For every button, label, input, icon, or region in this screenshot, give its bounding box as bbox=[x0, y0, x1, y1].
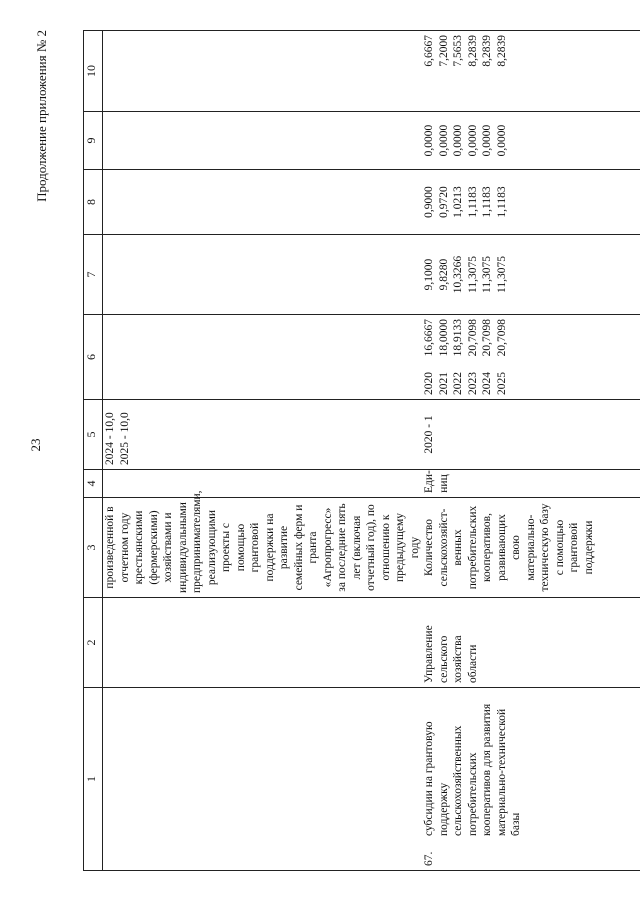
column-header-3: 3 bbox=[84, 498, 103, 598]
year-value: 2021 bbox=[437, 372, 450, 395]
year-value: 2025 bbox=[495, 372, 508, 395]
col7-value: 11,3075 bbox=[495, 256, 508, 293]
table-row-67 bbox=[422, 31, 640, 871]
col6-value: 20,7098 bbox=[481, 319, 493, 357]
column-header-6: 6 bbox=[84, 315, 103, 400]
column-header-7: 7 bbox=[84, 235, 103, 315]
col9-value: 0,0000 bbox=[423, 124, 435, 157]
column-number-row bbox=[84, 31, 103, 871]
col10-value: 6,6667 bbox=[423, 35, 435, 67]
col6-value-list bbox=[422, 319, 509, 356]
indicator-continuation-text: произведенной в отчетном году крестьянскими (фермерскими) хозяйствами и индивидуальными предпринимателями, реализующими проекты с помощью грантовой поддержки на развитие семейных ферм и гранта «Агропрогресс» за последние пять лет (включая отчетный год), по отношению к предыдущему году bbox=[104, 490, 421, 593]
col6-value: 20,7098 bbox=[466, 319, 479, 357]
column-header-10: 10 bbox=[84, 31, 103, 112]
col8-value: 1,0213 bbox=[452, 186, 464, 218]
column-header-9: 9 bbox=[84, 112, 103, 170]
column-header-1: 1 bbox=[84, 688, 103, 871]
col8-value: 0,9720 bbox=[437, 186, 450, 218]
col9-value: 0,0000 bbox=[466, 124, 479, 157]
year-value: 2020 bbox=[423, 372, 435, 395]
col7-value: 11,3075 bbox=[481, 256, 493, 293]
period-target: 2025 - 10,0 bbox=[118, 412, 131, 465]
col8-value: 0,9000 bbox=[423, 186, 435, 218]
unit-of-measure: Еди-ниц bbox=[423, 470, 450, 493]
col6-value: 16,6667 bbox=[423, 319, 435, 357]
measure-name: субсидии на грантовую поддержку сельскохозяйственных потребительских кооперативов для развития материально-технической базы bbox=[423, 703, 522, 836]
col7-value: 11,3075 bbox=[466, 256, 479, 293]
col9-value: 0,0000 bbox=[437, 124, 450, 157]
col10-value: 8,2839 bbox=[481, 35, 493, 67]
col6-value: 18,9133 bbox=[452, 319, 464, 357]
col10-value-list bbox=[422, 35, 509, 107]
column-header-4: 4 bbox=[84, 470, 103, 498]
indicator-name: Количество сельскохозяйст-венных потребительских кооперативов, развивающих свою материально-техническую базу с помощью грантовой поддержки bbox=[423, 503, 595, 592]
col10-value: 7,2000 bbox=[437, 35, 450, 67]
year-list bbox=[422, 372, 509, 395]
row-number: 67. bbox=[423, 851, 435, 866]
col6-value: 18,0000 bbox=[437, 319, 450, 357]
col9-value: 0,0000 bbox=[452, 124, 464, 157]
col8-value: 1,1183 bbox=[481, 186, 493, 218]
col8-value: 1,1183 bbox=[466, 186, 479, 218]
column-header-2: 2 bbox=[84, 598, 103, 688]
col10-value: 7,5653 bbox=[452, 35, 464, 67]
col9-value-list bbox=[422, 116, 509, 165]
col7-value: 9,8280 bbox=[437, 258, 450, 291]
period-target: 2024 - 10,0 bbox=[104, 412, 116, 465]
continued-row bbox=[103, 31, 423, 871]
year-value: 2023 bbox=[466, 372, 479, 395]
appendix-continuation-title: Продолжение приложения № 2 bbox=[34, 30, 49, 202]
column-header-8: 8 bbox=[84, 170, 103, 235]
col8-value: 1,1183 bbox=[495, 186, 508, 218]
col10-value: 8,2839 bbox=[466, 35, 479, 67]
year-value: 2024 bbox=[481, 372, 493, 395]
col7-value-list bbox=[422, 239, 509, 310]
year-value: 2022 bbox=[452, 372, 464, 395]
col6-value: 20,7098 bbox=[495, 319, 508, 357]
appendix-table bbox=[83, 30, 640, 871]
period-target-list bbox=[103, 404, 132, 465]
base-period-value: 2020 - 1 bbox=[423, 415, 435, 454]
column-header-5: 5 bbox=[84, 400, 103, 470]
executor-name: Управление сельского хозяйства области bbox=[423, 625, 479, 683]
col9-value: 0,0000 bbox=[495, 124, 508, 157]
page-number: 23 bbox=[28, 438, 43, 452]
col10-value: 8,2839 bbox=[495, 35, 508, 67]
col7-value: 9,1000 bbox=[423, 258, 435, 291]
col8-value-list bbox=[422, 174, 509, 230]
col7-value: 10,3266 bbox=[452, 255, 464, 294]
col9-value: 0,0000 bbox=[481, 124, 493, 157]
